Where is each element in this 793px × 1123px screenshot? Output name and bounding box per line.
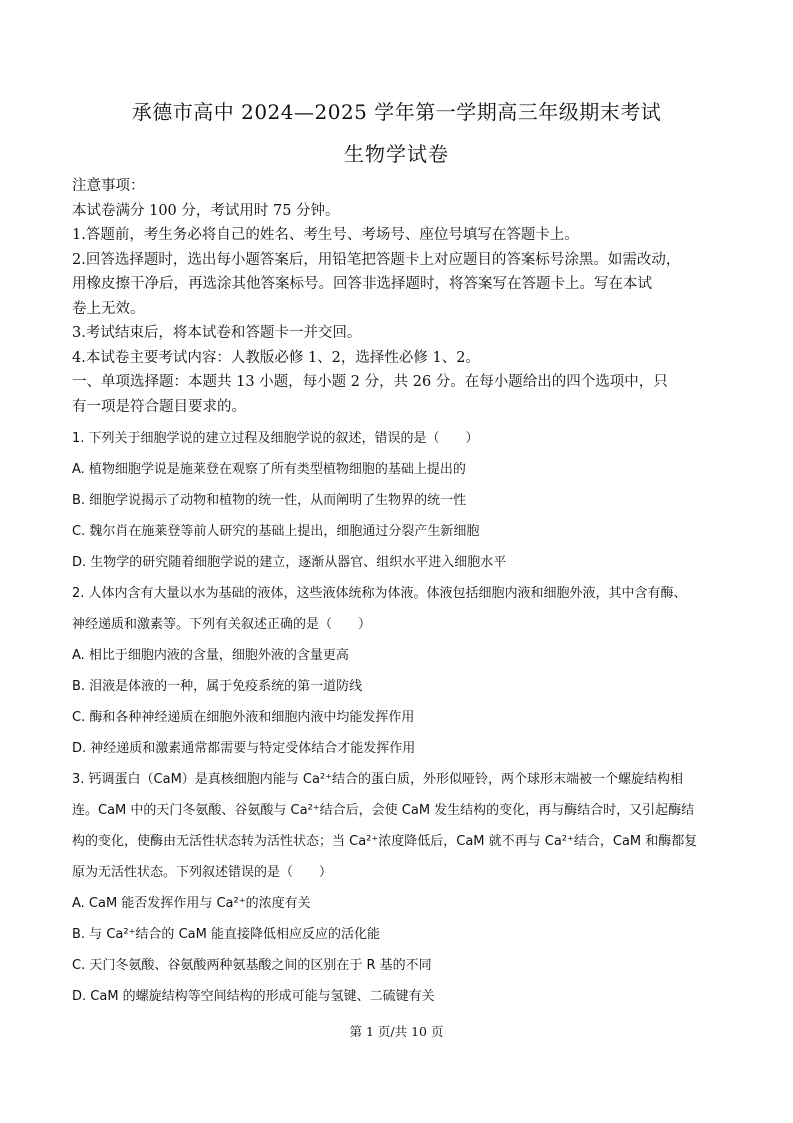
notes-item: 用橡皮擦干净后，再选涂其他答案标号。回答非选择题时，将答案写在答题卡上。写在本试	[72, 276, 652, 292]
option-a: A. 植物细胞学说是施莱登在观察了所有类型植物细胞的基础上提出的	[72, 462, 466, 477]
section-heading: 有一项是符合题目要求的。	[72, 398, 246, 415]
question-1	[72, 423, 730, 578]
option-b: B. 与 Ca²⁺结合的 CaM 能直接降低相应反应的活化能	[72, 927, 380, 942]
notes-item: 本试卷满分 100 分，考试用时 75 分钟。	[72, 202, 340, 219]
option-a: A. CaM 能否发挥作用与 Ca²⁺的浓度有关	[72, 896, 311, 911]
question-stem: 连。CaM 中的天门冬氨酸、谷氨酸与 Ca²⁺结合后，会使 CaM 发生结构的变化，再与酶结合时，又引起酶结	[72, 803, 695, 818]
notes-item: 1.答题前，考生务必将自己的姓名、考生号、考场号、座位号填写在答题卡上。	[72, 227, 579, 243]
exam-subtitle: 生物学试卷	[344, 142, 449, 166]
notes-item: 3.考试结束后，将本试卷和答题卡一并交回。	[72, 325, 362, 341]
questions	[72, 423, 730, 1012]
notes-item: 卷上无效。	[72, 300, 145, 317]
option-c: C. 魏尔肖在施莱登等前人研究的基础上提出，细胞通过分裂产生新细胞	[72, 524, 480, 539]
question-3	[72, 764, 730, 1012]
notes-section	[72, 174, 730, 419]
question-stem: 1. 下列关于细胞学说的建立过程及细胞学说的叙述，错误的是（ ）	[72, 431, 479, 446]
question-stem: 神经递质和激素等。下列有关叙述正确的是（ ）	[72, 617, 372, 632]
question-2	[72, 578, 730, 764]
question-stem: 原为无活性状态。下列叙述错误的是（ ）	[72, 865, 333, 880]
question-stem: 2. 人体内含有大量以水为基础的液体，这些液体统称为体液。体液包括细胞内液和细胞外液，其中含有酶、	[72, 586, 687, 601]
option-d: D. 神经递质和激素通常都需要与特定受体结合才能发挥作用	[72, 741, 416, 756]
notes-item: 4.本试卷主要考试内容：人教版必修 1、2，选择性必修 1、2。	[72, 349, 480, 366]
notes-heading: 注意事项：	[72, 178, 145, 194]
option-a: A. 相比于细胞内液的含量，细胞外液的含量更高	[72, 648, 349, 663]
section-heading: 一、单项选择题：本题共 13 小题，每小题 2 分，共 26 分。在每小题给出的四个选项中，只	[72, 374, 668, 390]
option-c: C. 酶和各种神经递质在细胞外液和细胞内液中均能发挥作用	[72, 710, 415, 725]
exam-title: 承德市高中 2024—2025 学年第一学期高三年级期末考试	[131, 100, 662, 124]
option-c: C. 天门冬氨酸、谷氨酸两种氨基酸之间的区别在于 R 基的不同	[72, 958, 432, 973]
option-b: B. 细胞学说揭示了动物和植物的统一性，从而阐明了生物界的统一性	[72, 493, 467, 508]
option-d: D. 生物学的研究随着细胞学说的建立，逐渐从器官、组织水平进入细胞水平	[72, 555, 507, 570]
option-d: D. CaM 的螺旋结构等空间结构的形成可能与氢键、二硫键有关	[72, 989, 435, 1004]
question-stem: 构的变化，使酶由无活性状态转为活性状态；当 Ca²⁺浓度降低后，CaM 就不再与 Ca²⁺结合，CaM 和酶都复	[72, 834, 698, 849]
question-stem: 3. 钙调蛋白（CaM）是真核细胞内能与 Ca²⁺结合的蛋白质，外形似哑铃，两个球形末端被一个螺旋结构相	[72, 772, 684, 787]
page-number: 第 1 页/共 10 页	[349, 1024, 444, 1039]
notes-item: 2.回答选择题时，选出每小题答案后，用铅笔把答题卡上对应题目的答案标号涂黑。如需改动，	[72, 251, 681, 268]
option-b: B. 泪液是体液的一种，属于免疫系统的第一道防线	[72, 679, 363, 694]
